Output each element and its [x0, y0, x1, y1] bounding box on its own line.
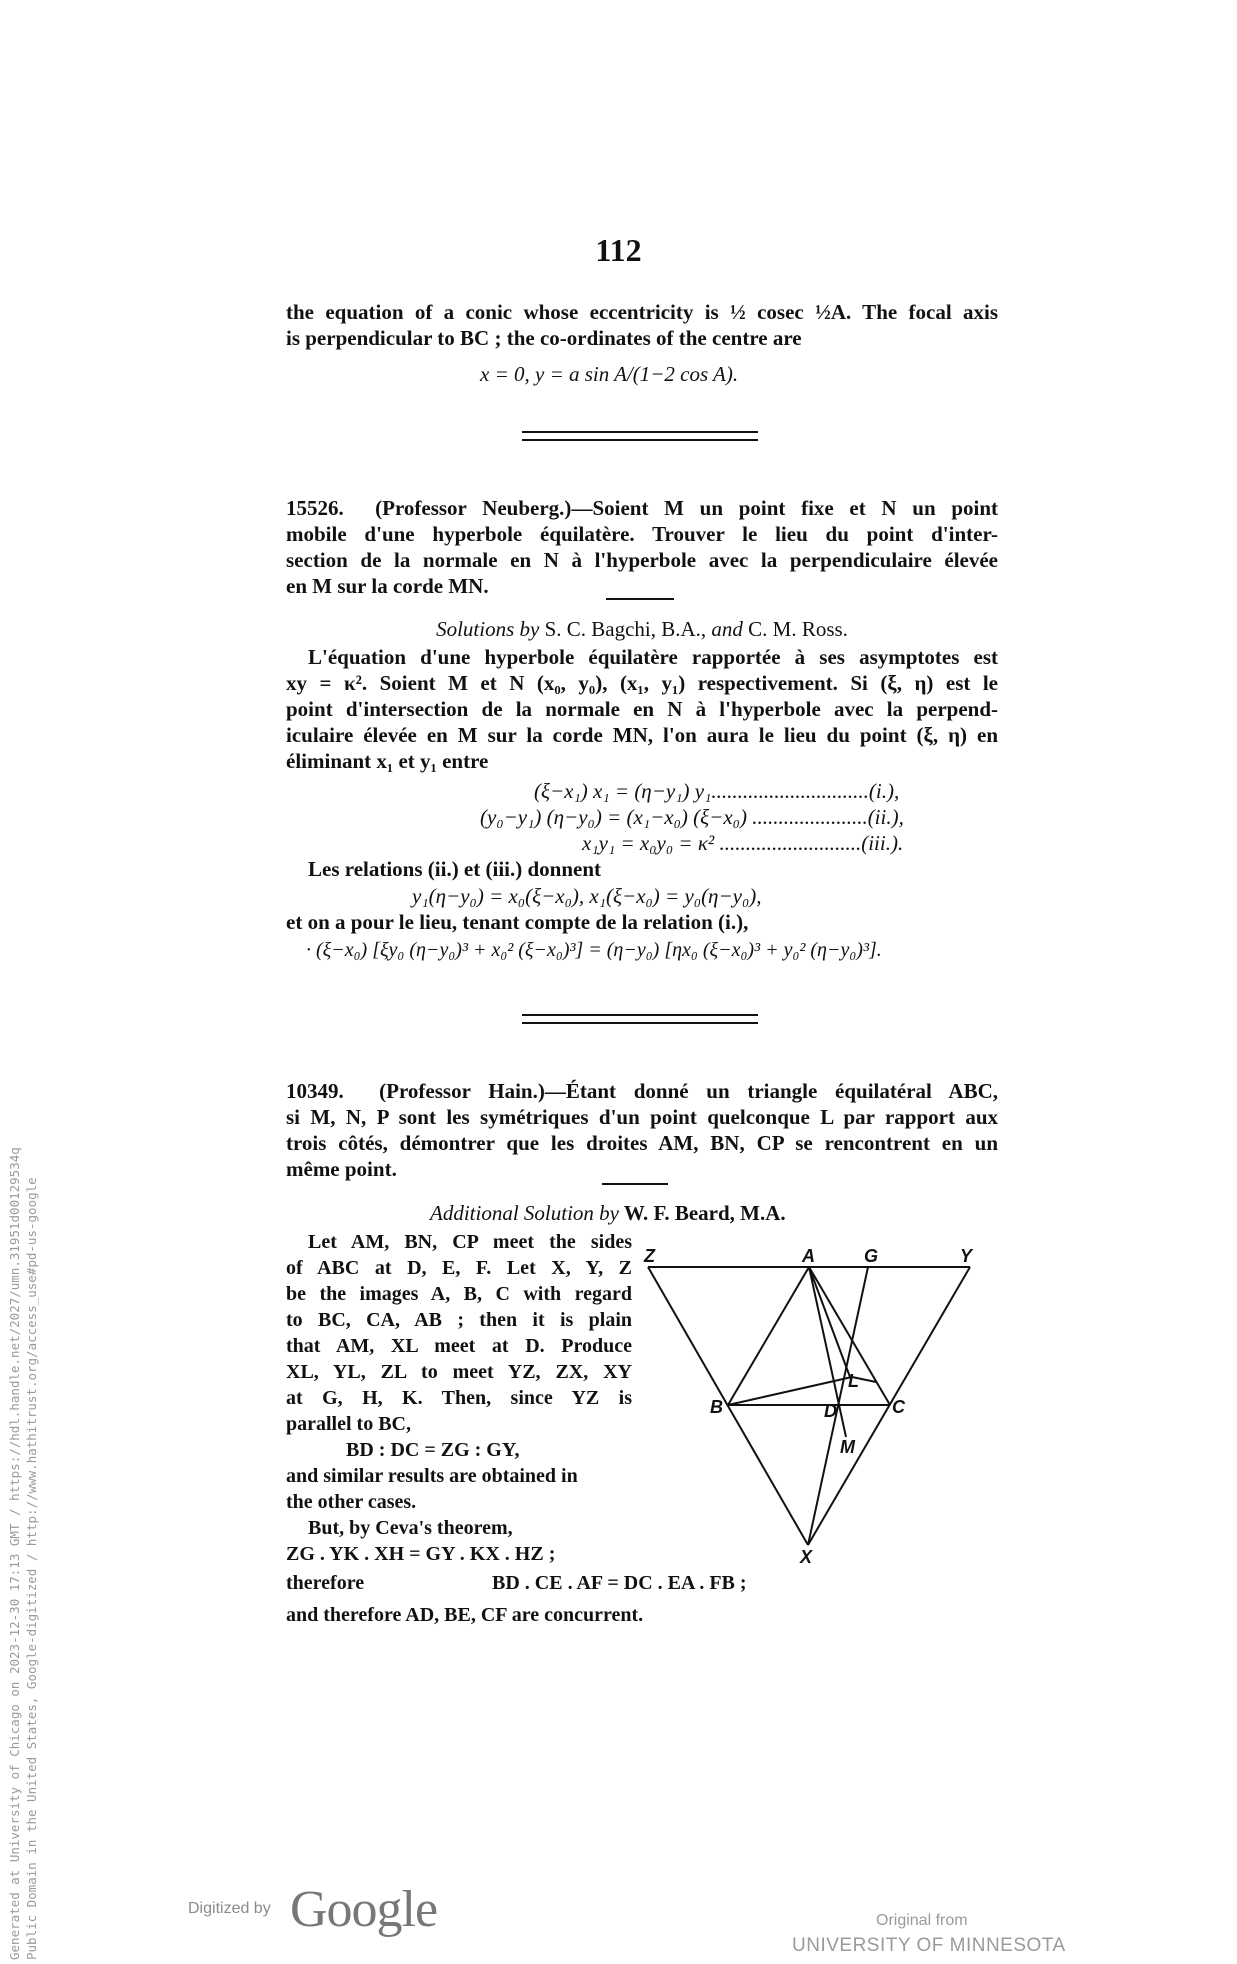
intro-line: is perpendicular to BC ; the co-ordinates of the centre are: [286, 326, 802, 350]
question-text: —Soient M un point fixe et N un point: [571, 496, 999, 520]
question-text: même point.: [286, 1157, 397, 1181]
solution-authors: S. C. Bagchi, B.A.,: [544, 617, 707, 641]
label-g: G: [864, 1246, 879, 1266]
question-10349: [286, 1078, 998, 1182]
label-y: Y: [960, 1246, 973, 1266]
google-logo: Google: [290, 1881, 438, 1938]
ratio-equation: BD : DC = ZG : GY,: [346, 1439, 520, 1461]
intro-line: the equation of a conic whose eccentricity is ½ cosec ½A. The focal axis: [286, 300, 998, 324]
solution-line: xy = κ². Soient M et N (x₀, y₀), (x₁, y₁) respectivement. Si (ξ, η) est le: [286, 671, 998, 695]
equation-i: (ξ−x₁) x₁ = (η−y₁) y₁..............................(i.),: [534, 779, 900, 803]
page-number: 112: [595, 232, 642, 268]
therefore-line: [286, 1570, 998, 1596]
label-l: L: [848, 1371, 859, 1391]
solution-second-author: C. M. Ross.: [748, 617, 848, 641]
library-name: UNIVERSITY OF MINNESOTA: [792, 1935, 1066, 1956]
line-ab: [728, 1267, 809, 1405]
question-text: section de la normale en N à l'hyperbole avec la perpendiculaire élevée: [286, 548, 998, 572]
watermark-line: Public Domain in the United States, Google-digitized / http://www.hathitrust.org/access_use#pd-us-google: [24, 1177, 39, 1960]
solution-and: and: [711, 617, 743, 641]
label-d: D: [824, 1401, 837, 1421]
relations-equation: y₁(η−y₀) = x₀(ξ−x₀), x₁(ξ−x₀) = y₀(η−y₀),: [412, 884, 762, 908]
question-text: trois côtés, démontrer que les droites AM, BN, CP se rencontrent en un: [286, 1131, 998, 1155]
label-c: C: [892, 1397, 905, 1417]
solution-line: éliminant x₁ et y₁ entre: [286, 749, 489, 773]
question-first-line: [286, 495, 998, 521]
triangle-figure: [640, 1245, 1000, 1565]
label-z: Z: [644, 1246, 655, 1266]
question-text: mobile d'une hyperbole équilatère. Trouver le lieu du point d'inter-: [286, 522, 998, 546]
conclusion: and therefore AD, BE, CF are concurrent.: [286, 1604, 644, 1626]
ceva-equation: ZG . YK . XH = GY . KX . HZ ;: [286, 1543, 556, 1565]
question-text: en M sur la corde MN.: [286, 574, 489, 598]
solution-line: to BC, CA, AB ; then it is plain: [286, 1309, 632, 1331]
question-number: 15526.: [286, 496, 344, 520]
solution-line: at G, H, K. Then, since YZ is: [286, 1387, 632, 1409]
section-divider: [522, 1014, 758, 1024]
label-b: B: [710, 1397, 723, 1417]
solution-heading: [430, 1200, 990, 1226]
ceva-line: But, by Ceva's theorem,: [308, 1517, 513, 1539]
original-from-text: Original from: [876, 1912, 968, 1929]
label-m: M: [840, 1437, 855, 1457]
solution-line: of ABC at D, E, F. Let X, Y, Z: [286, 1257, 632, 1279]
solution-prefix: Additional Solution by: [430, 1201, 619, 1225]
locus-equation: · (ξ−x₀) [ξy₀ (η−y₀)³ + x₀² (ξ−x₀)³] = (η−y₀) [ηx₀ (ξ−x₀)³ + y₀² (η−y₀)³].: [306, 939, 882, 961]
therefore-word: therefore: [286, 1572, 365, 1594]
question-text: —Étant donné un triangle équilatéral ABC,: [544, 1079, 998, 1103]
hathitrust-watermark: [6, 1147, 40, 1960]
therefore-equation: BD . CE . AF = DC . EA . FB ;: [492, 1572, 747, 1594]
solution-line: parallel to BC,: [286, 1413, 411, 1435]
solution-prefix: Solutions by: [436, 617, 540, 641]
locus-text: et on a pour le lieu, tenant compte de la relation (i.),: [286, 910, 749, 934]
solution-line: iculaire élevée en M sur la corde MN, l'on aura le lieu du point (ξ, η) en: [286, 723, 998, 747]
beard-solution: [286, 1229, 632, 1567]
intro-text: [286, 299, 998, 351]
question-author: (Professor Hain.): [379, 1079, 545, 1103]
solution-line: XL, YL, ZL to meet YZ, ZX, XY: [286, 1361, 632, 1383]
short-rule: [602, 1183, 668, 1185]
relations-text: Les relations (ii.) et (iii.) donnent: [308, 857, 602, 881]
solution-line: and similar results are obtained in: [286, 1465, 578, 1487]
solution-author: W. F. Beard, M.A.: [623, 1201, 786, 1225]
question-author: (Professor Neuberg.): [375, 496, 572, 520]
label-a: A: [802, 1246, 815, 1266]
solution-line: point d'intersection de la normale en N à l'hyperbole avec la perpend-: [286, 697, 998, 721]
solution-line: L'équation d'une hyperbole équilatère rapportée à ses asymptotes est: [308, 645, 998, 669]
watermark-line: Generated at University of Chicago on 2023-12-30 17:13 GMT / https://hdl.handle.net/2027/umn.31951d00129534q: [7, 1147, 22, 1960]
solution-body: [286, 644, 998, 774]
solution-line: be the images A, B, C with regard: [286, 1283, 632, 1305]
question-text: si M, N, P sont les symétriques d'un point quelconque L par rapport aux: [286, 1105, 998, 1129]
question-number: 10349.: [286, 1079, 344, 1103]
equation-iii: x₁y₁ = x₀y₀ = κ² ...........................(iii.).: [582, 831, 904, 855]
solution-line: that AM, XL meet at D. Produce: [286, 1335, 632, 1357]
section-divider: [522, 431, 758, 441]
label-x: X: [800, 1547, 813, 1565]
digitized-by-text: Digitized by: [188, 1900, 271, 1917]
solution-heading: [286, 616, 998, 642]
question-first-line: [286, 1078, 998, 1104]
solution-line: the other cases.: [286, 1491, 417, 1513]
short-rule: [606, 598, 674, 600]
solution-line: Let AM, BN, CP meet the sides: [308, 1231, 632, 1253]
centre-equation: x = 0, y = a sin A/(1−2 cos A).: [480, 362, 739, 386]
equation-ii: (y₀−y₁) (η−y₀) = (x₁−x₀) (ξ−x₀) ......................(ii.),: [480, 805, 904, 829]
question-15526: [286, 495, 998, 599]
